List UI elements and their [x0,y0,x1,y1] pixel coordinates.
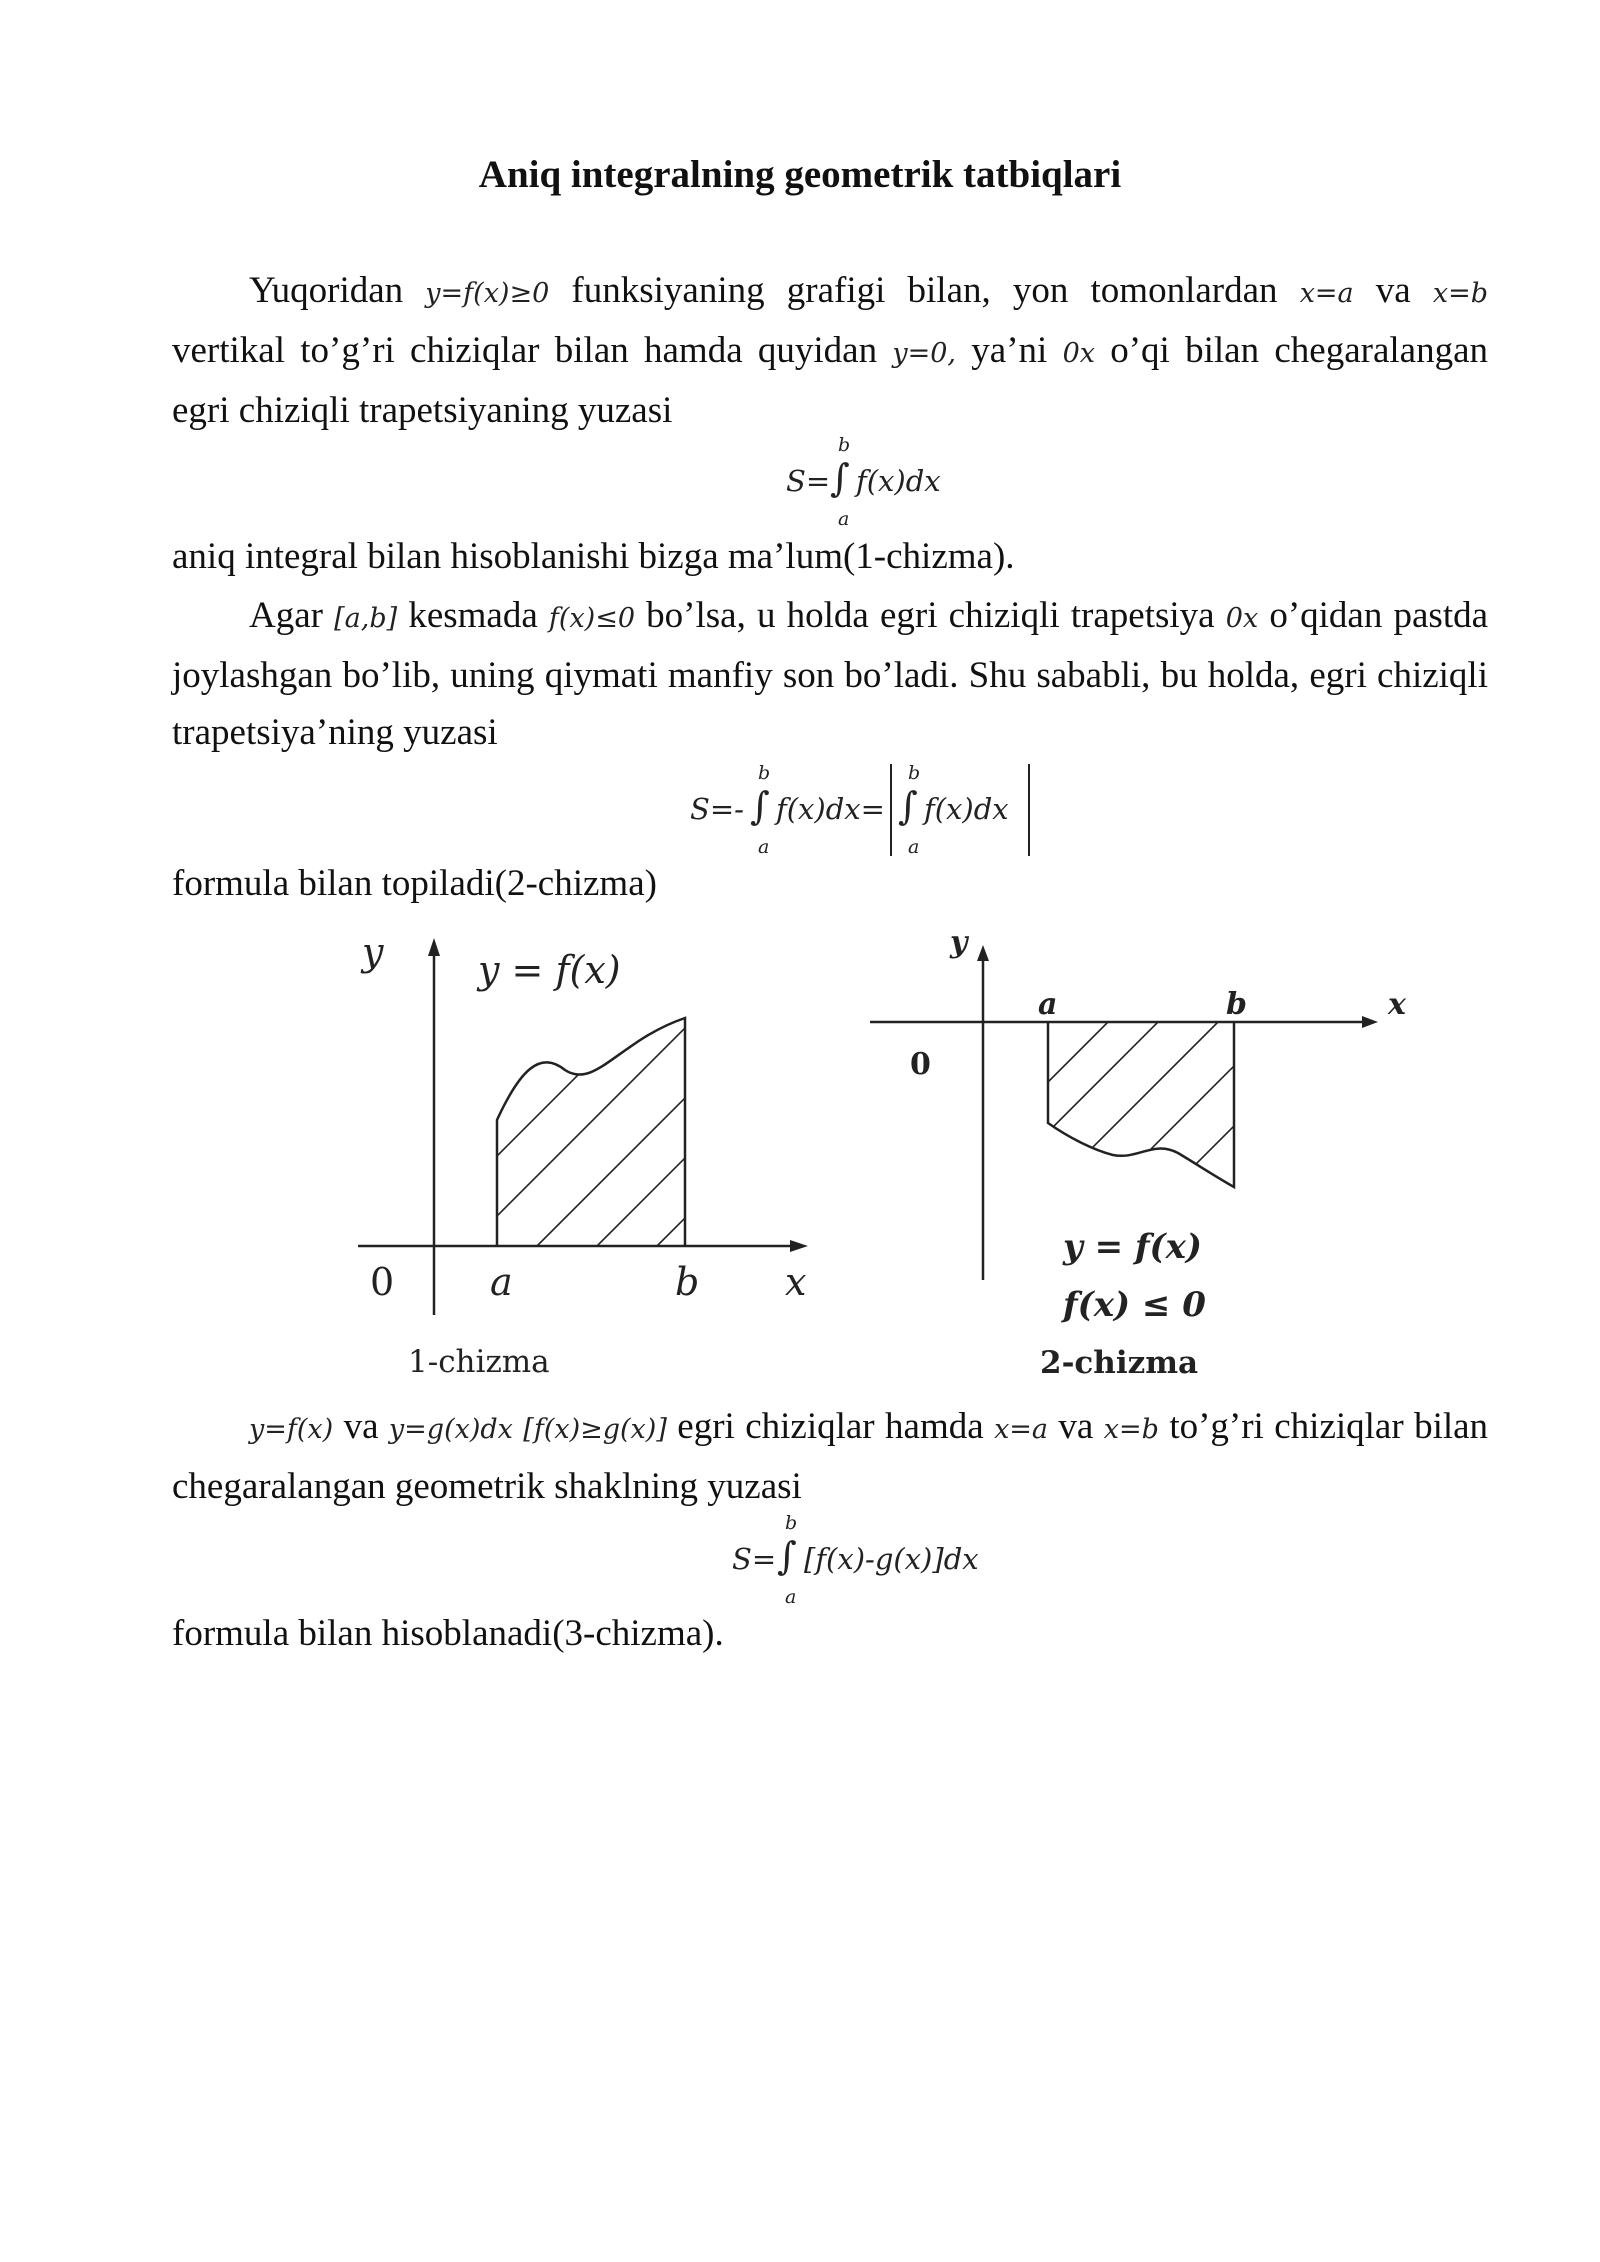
p1-text-5: ya’ni [971,330,1048,371]
p3-text-1: va [343,1406,379,1447]
figure-2 [868,925,1428,1395]
fig1-caption: 1-chizma [408,1344,550,1380]
fig1-x-arrow-icon [790,1240,808,1252]
line-after-f3-text: formula bilan hisoblanadi(3-chizma). [172,1613,724,1654]
abs-bar-right [1028,764,1030,856]
fig1-function-label: y = f(x) [478,948,621,992]
p3-text-3: va [1058,1406,1094,1447]
line-after-formula-2 [172,862,657,905]
line-after-f1-text: aniq integral bilan hisoblanishi bizga ma’lum(1-chizma). [172,536,1015,577]
p1-math-1: y=f(x)≥0 [425,278,550,309]
formula-2 [690,762,1050,862]
f2-upper-limit-1: b [758,762,771,784]
p1-math-2: x=a [1299,278,1354,309]
p1-text-6: o’qi [1110,330,1170,371]
p2-math-2: f(x)≤0 [548,603,636,634]
p2-text-4: o’qidan pastda joylashgan bo’lib, uning qiymati manfiy son bo’ladi. Shu sababli, bu holda, egri chiziqli trapetsiya’ning yuzasi [172,595,1489,753]
p3-text-4: to’g’ri chiziqlar bilan chegaralangan geometrik shaklning yuzasi [172,1406,1489,1507]
line-after-f2-text: formula bilan topiladi(2-chizma) [172,863,657,904]
fig2-hatching [1048,1022,1338,1192]
line-after-formula-3 [172,1612,724,1655]
p3-math-1: y=f(x) [249,1414,334,1445]
p1-math-4: y=0, [892,338,956,369]
fig2-a-label: a [1038,987,1058,1022]
title-text: Aniq integralning geometrik tatbiqlari [478,153,1122,196]
fig2-caption: 2-chizma [1040,1345,1199,1381]
f3-upper-limit: b [785,1512,798,1534]
fig1-y-arrow-icon [428,938,440,956]
fig2-b-label: b [1226,987,1247,1022]
f1-integral-sign: ∫ [830,456,850,500]
fig1-x-label: x [785,1260,807,1304]
fig2-y-label: y [950,925,968,960]
figure-1 [340,930,820,1400]
f2-integrand-1: f(x)dx= [776,792,885,826]
fig1-a-label: a [490,1260,513,1304]
f2-lower-limit-2: a [908,836,920,858]
fig1-curve [497,1018,685,1246]
p2-text-1: Agar [249,595,323,636]
paragraph-3 [172,1398,1488,1515]
fig2-x-arrow-icon [1362,1016,1378,1028]
f3-lower-limit: a [785,1586,797,1608]
p1-text-4: vertikal to’g’ri chiziqlar bilan hamda quyidan [172,330,878,371]
document-title [0,152,1600,197]
p2-text-3: bo’lsa, u holda egri chiziqli trapetsiya [646,595,1215,636]
f1-lhs: S= [786,464,831,498]
f1-lower-limit: a [838,508,850,530]
fig1-b-label: b [675,1260,700,1304]
p3-math-3: [f(x)≥g(x)] [523,1414,667,1445]
p1-math-5: 0x [1062,338,1095,369]
p1-math-3: x=b [1432,278,1488,309]
p2-math-1: [a,b] [334,603,398,634]
f2-integral-sign-1: ∫ [750,784,770,828]
p2-text-2: kesmada [408,595,538,636]
fig2-x-label: x [1388,987,1406,1022]
fig2-function-label: y = f(x) [1063,1227,1202,1267]
f2-upper-limit-2: b [908,762,921,784]
fig2-y-arrow-icon [977,945,989,961]
formula-1 [770,434,1010,534]
f1-integrand: f(x)dx [856,464,941,498]
p3-math-4: x=a [994,1414,1049,1445]
p1-text-2: funksiyaning grafigi bilan, yon tomonlardan [571,270,1278,311]
fig1-origin-label: 0 [370,1260,395,1304]
f3-integrand: [f(x)-g(x)]dx [804,1542,979,1576]
f2-lower-limit-1: a [758,836,770,858]
fig2-condition-label: f(x) ≤ 0 [1063,1285,1206,1325]
formula-3 [732,1512,1032,1612]
p1-text-7: bilan chegaralangan egri chiziqli trapetsiyaning yuzasi [172,330,1488,431]
f2-integral-sign-2: ∫ [898,784,918,828]
figure-1-graph [340,930,820,1400]
paragraph-1 [172,262,1488,439]
paragraph-2 [172,587,1488,761]
f2-integrand-2: f(x)dx [924,792,1009,826]
fig2-origin-label: 0 [910,1047,931,1082]
line-after-formula-1 [172,535,1015,578]
f3-lhs: S= [732,1542,777,1576]
f3-integral-sign: ∫ [777,1534,797,1578]
p3-math-2: y=g(x)dx [388,1414,513,1445]
fig1-y-label: y [362,930,384,974]
p3-text-2: egri chiziqlar hamda [677,1406,984,1447]
f2-lhs: S=- [690,792,744,826]
p1-text-3: va [1375,270,1411,311]
p2-math-3: 0x [1225,603,1259,634]
p3-math-5: x=b [1103,1414,1159,1445]
f1-upper-limit: b [838,434,851,456]
abs-bar-left [890,764,892,856]
p1-text-1: Yuqoridan [249,270,404,311]
